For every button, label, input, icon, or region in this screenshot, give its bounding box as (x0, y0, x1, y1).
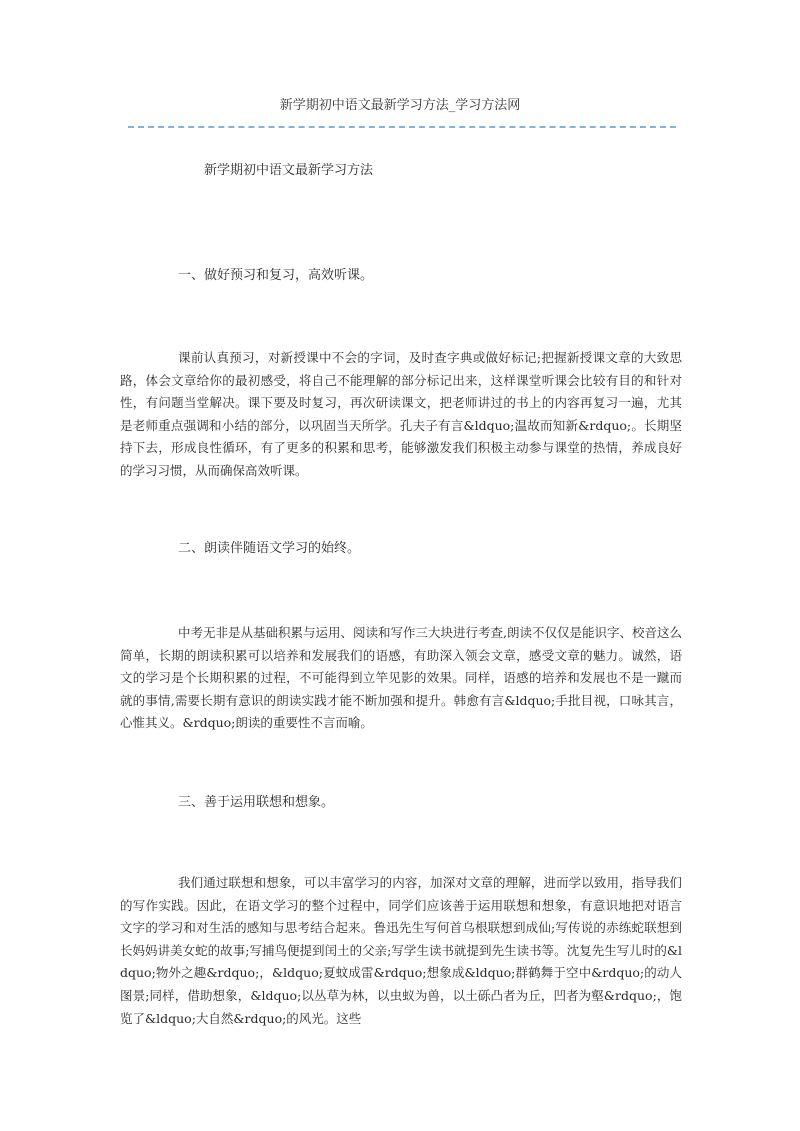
section-heading-2: 二、朗读伴随语文学习的始终。 (178, 541, 361, 556)
header-divider (128, 126, 676, 128)
document-header-title: 新学期初中语文最新学习方法_学习方法网 (279, 98, 521, 113)
section-body-1: 课前认真预习，对新授课中不会的字词，及时查字典或做好标记;把握新授课文章的大致思路，体会文章给你的最初感受，将自己不能理解的部分标记出来，这样课堂听课会比较有目的和针对性，有问题当堂解决。课下要及时复习，再次研读课文，把老师讲过的书上的内容再复习一遍，尤其是老师重点强调和小结的部分，以巩固当天所学。孔夫子有言&ldquo;温故而知新&rdquo;。长期坚持下去，形成良性循环，有了更多的积累和思考，能够激发我们积极主动参与课堂的热情，养成良好的学习习惯，从而确保高效听课。 (120, 350, 682, 478)
section-heading-1: 一、做好预习和复习，高效听课。 (178, 268, 374, 283)
section-body-2: 中考无非是从基础积累与运用、阅读和写作三大块进行考查,朗读不仅仅是能识字、校音这么简单，长期的朗读积累可以培养和发展我们的语感，有助深入领会文章，感受文章的魅力。诚然，语文的学习是个长期积累的过程，不可能得到立竿见影的效果。同样，语感的培养和发展也不是一蹴而就的事情,需要长期有意识的朗读实践才能不断加强和提升。韩愈有言&ldquo;手批目视，口咏其言，心惟其义。&rdquo;朗读的重要性不言而喻。 (120, 625, 682, 731)
section-body-3: 我们通过联想和想象，可以丰富学习的内容，加深对文章的理解，进而学以致用，指导我们的写作实践。因此，在语文学习的整个过程中，同学们应该善于运用联想和想象，有意识地把对语言文字的学习和对生活的感知与思考结合起来。鲁迅先生写何首乌根联想到成仙;写传说的赤练蛇联想到长妈妈讲美女蛇的故事;写捕鸟便提到闰土的父亲;写学生读书就提到先生读书等。沈复先生写儿时的&ldquo;物外之趣&rdquo;，&ldquo;夏蚊成雷&rdquo;想象成&ldquo;群鹤舞于空中&rdquo;的动人图景;同样，借助想象，&ldquo;以丛草为林，以虫蚁为兽，以土砾凸者为丘，凹者为壑&rdquo;，饱览了&ldquo;大自然&rdquo;的风光。这些 (120, 875, 682, 1026)
section-heading-3: 三、善于运用联想和想象。 (178, 795, 335, 810)
article-title: 新学期初中语文最新学习方法 (204, 163, 374, 178)
